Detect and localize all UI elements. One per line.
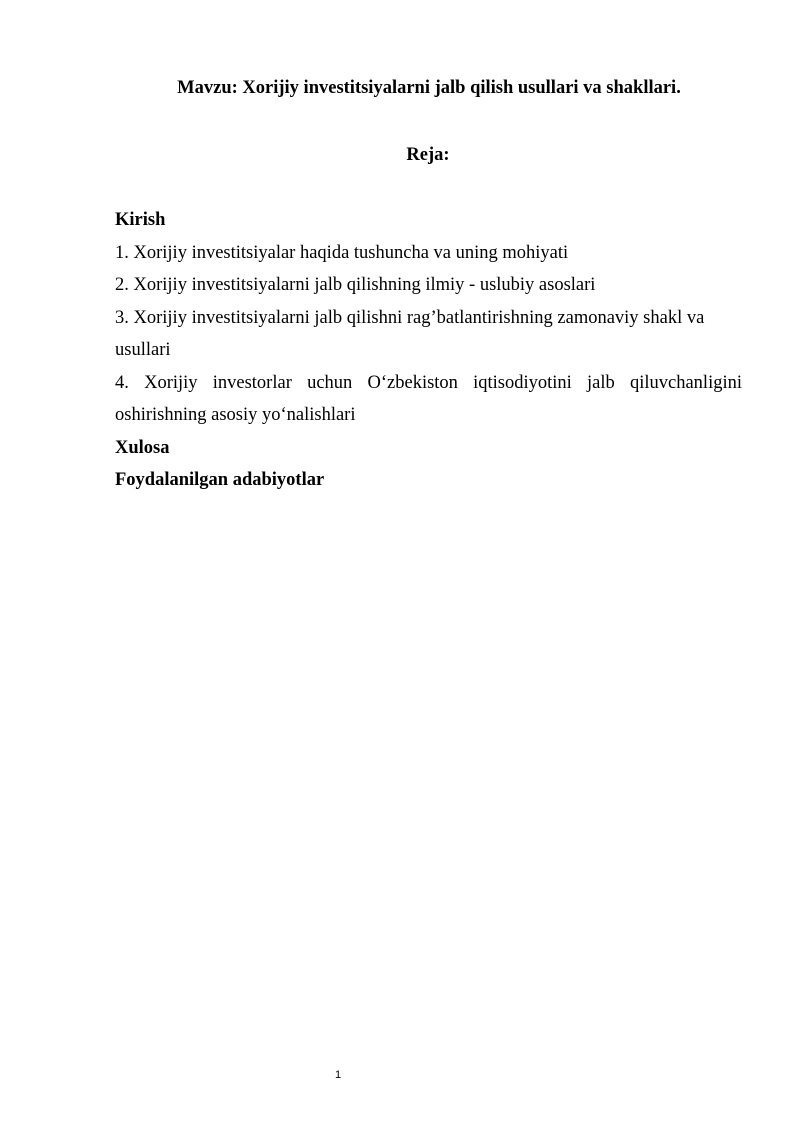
plan-item-4-line-1: 4. Xorijiy investorlar uchun O‘zbekiston iqtisodiyotini jalb qiluvchanligini [115,372,742,393]
references-heading: Foydalanilgan adabiyotlar [115,470,325,490]
plan-item-2: 2. Xorijiy investitsiyalarni jalb qilishning ilmiy - uslubiy asoslari [115,275,596,295]
plan-heading: Reja: [406,145,450,165]
intro-heading: Kirish [115,210,166,230]
plan-item-4-line-2: oshirishning asosiy yo‘nalishlari [115,405,356,425]
document-title: Mavzu: Xorijiy investitsiyalarni jalb qilish usullari va shakllari. [177,78,681,98]
plan-item-3-line-1: 3. Xorijiy investitsiyalarni jalb qilishni rag’batlantirishning zamonaviy shakl va [115,307,705,328]
conclusion-heading: Xulosa [115,437,170,458]
page-number: 1 [334,1069,342,1081]
plan-content [115,204,742,497]
plan-item-3-line-2: usullari [115,340,171,360]
plan-item-1: 1. Xorijiy investitsiyalar haqida tushuncha va uning mohiyati [115,242,569,263]
